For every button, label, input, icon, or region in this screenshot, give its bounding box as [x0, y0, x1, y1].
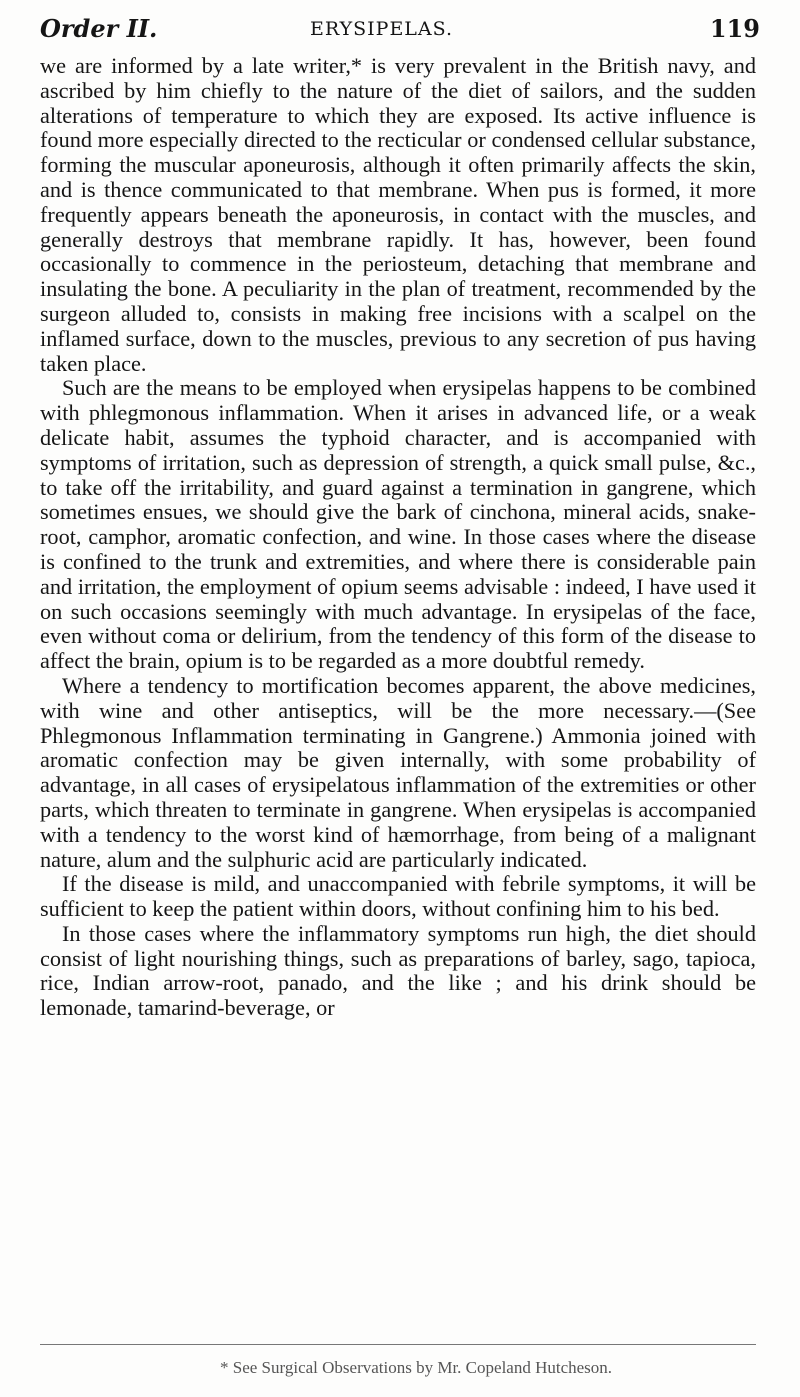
paragraph: we are informed by a late writer,* is very prevalent in the British navy, and ascribed by him chiefly to the nature of the diet of sailors, and the sudden alterations of temperature to which they are exposed. Its active influence is found more especially directed to the recticular or condensed cellular substance, forming the muscular aponeurosis, although it often primarily affects the skin, and is thence communicated to that membrane. When pus is formed, it more frequently appears beneath the aponeurosis, in contact with the muscles, and generally destroys that membrane rapidly. It has, however, been found occasionally to commence in the periosteum, detaching that membrane and insulating the bone. A peculiarity in the plan of treatment, recommended by the surgeon alluded to, consists in making free incisions with a scalpel on the inflamed surface, down to the muscles, previous to any secretion of pus having taken place. — [40, 53, 756, 376]
running-header — [40, 14, 760, 48]
paragraph: Such are the means to be employed when erysipelas happens to be combined with phlegmonous inflammation. When it arises in advanced life, or a weak delicate habit, assumes the typhoid character, and is accompanied with symptoms of irritation, such as depression of strength, a quick small pulse, &c., to take off the irritability, and guard against a termination in gangrene, which sometimes ensues, we should give the bark of cinchona, mineral acids, snake-root, camphor, aromatic confection, and wine. In those cases where the disease is confined to the trunk and extremities, and where there is considerable pain and irritation, the employment of opium seems advisable : indeed, I have used it on such occasions seemingly with much advantage. In erysipelas of the face, even without coma or delirium, from the tendency of this form of the disease to affect the brain, opium is to be regarded as a more doubtful remedy. — [40, 375, 756, 674]
footnote: * See Surgical Observations by Mr. Copeland Hutcheson. — [220, 1358, 613, 1377]
paragraph: In those cases where the inflammatory symptoms run high, the diet should consist of light nourishing things, such as preparations of barley, sago, tapioca, rice, Indian arrow-root, panado, and the like ; and his drink should be lemonade, tamarind-beverage, or — [40, 920, 756, 1021]
page-number: 119 — [709, 14, 760, 43]
paragraph: Where a tendency to mortification becomes apparent, the above medicines, with wine and other antiseptics, will be the more necessary.—(See Phlegmonous Inflammation terminating in Gangrene.) Ammonia joined with aromatic confection may be given internally, with some probability of advantage, in all cases of erysipelatous inflammation of the extremities or other parts, which threaten to terminate in gangrene. When erysipelas is accompanied with a tendency to the worst kind of hæmorrhage, from being of a malignant nature, alum and the sulphuric acid are particularly indicated. — [40, 672, 756, 872]
paragraph: If the disease is mild, and unaccompanied with febrile symptoms, it will be sufficient to keep the patient within doors, without confining him to his bed. — [40, 871, 756, 922]
header-title: ERYSIPELAS. — [310, 18, 454, 40]
footnote-divider — [40, 1344, 756, 1345]
header-order: Order II. — [40, 14, 158, 43]
body-text — [40, 54, 756, 1021]
